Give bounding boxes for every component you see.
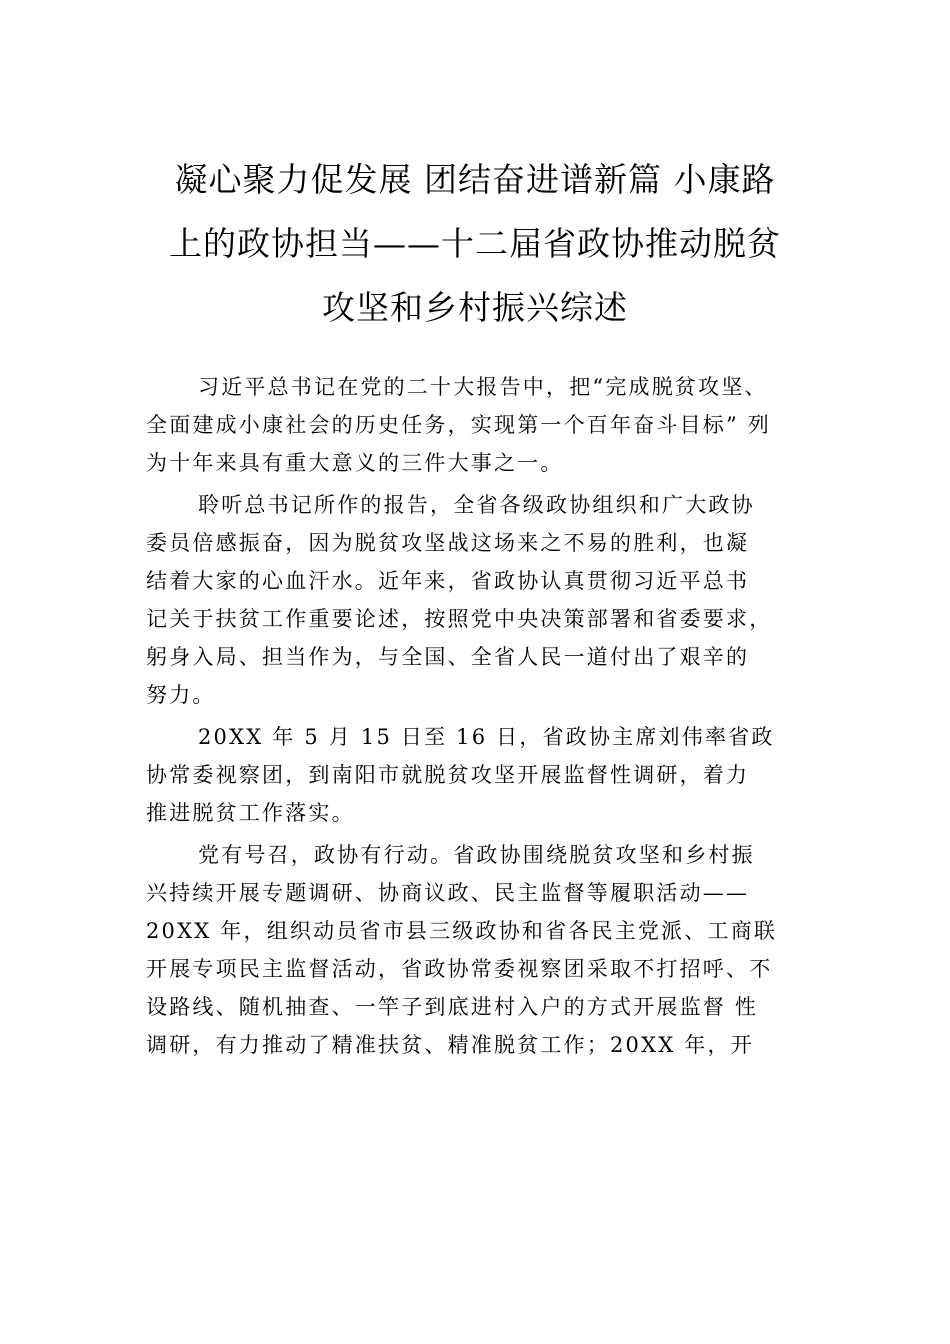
paragraph bbox=[146, 718, 836, 832]
text-line: 努力。 bbox=[146, 683, 216, 707]
text-line: 兴持续开展专题调研、协商议政、民主监督等履职活动—— bbox=[146, 881, 750, 905]
title-line: 凝心聚力促发展 团结奋进谱新篇 小康路 bbox=[174, 160, 776, 199]
title-line: 攻坚和乡村振兴综述 bbox=[322, 288, 628, 327]
text-line: 委员倍感振奋，因为脱贫攻坚战这场来之不易的胜利，也凝 bbox=[146, 531, 750, 555]
text-line: 党有号召，政协有行动。省政协围绕脱贫攻坚和乡村振 bbox=[198, 843, 755, 867]
text-line: 开展专项民主监督活动，省政协常委视察团采取不打招呼、不 bbox=[146, 957, 773, 981]
text-line: 记关于扶贫工作重要论述，按照党中央决策部署和省委要求， bbox=[146, 607, 773, 631]
text-line: 调研，有力推动了精准扶贫、精准脱贫工作；20XX 年，开 bbox=[146, 1033, 754, 1057]
text-line: 设路线、随机抽查、一竿子到底进村入户的方式开展监督 性 bbox=[146, 995, 759, 1019]
text-line: 20XX 年，组织动员省市县三级政协和省各民主党派、工商联 bbox=[146, 919, 778, 943]
text-line: 习近平总书记在党的二十大报告中，把“完成脱贫攻坚、 bbox=[198, 375, 768, 399]
text-line: 结着大家的心血汗水。近年来，省政协认真贯彻习近平总书 bbox=[146, 569, 750, 593]
paragraph bbox=[146, 368, 836, 482]
document-body bbox=[146, 368, 836, 1068]
paragraph bbox=[146, 486, 836, 714]
title-line: 上的政协担当——十二届省政协推动脱贫 bbox=[169, 224, 781, 263]
text-line: 推进脱贫工作落实。 bbox=[146, 801, 355, 825]
text-line: 全面建成小康社会的历史任务，实现第一个百年奋斗目标” 列 bbox=[146, 413, 772, 437]
text-line: 聆听总书记所作的报告，全省各级政协组织和广大政协 bbox=[198, 493, 755, 517]
text-line: 协常委视察团，到南阳市就脱贫攻坚开展监督性调研，着力 bbox=[146, 763, 750, 787]
paragraph bbox=[146, 836, 836, 1064]
text-line: 20XX 年 5 月 15 日至 16 日，省政协主席刘伟率省政 bbox=[198, 725, 775, 749]
text-line: 躬身入局、担当作为，与全国、全省人民一道付出了艰辛的 bbox=[146, 645, 750, 669]
document-title bbox=[140, 148, 810, 340]
text-line: 为十年来具有重大意义的三件大事之一。 bbox=[146, 451, 564, 475]
